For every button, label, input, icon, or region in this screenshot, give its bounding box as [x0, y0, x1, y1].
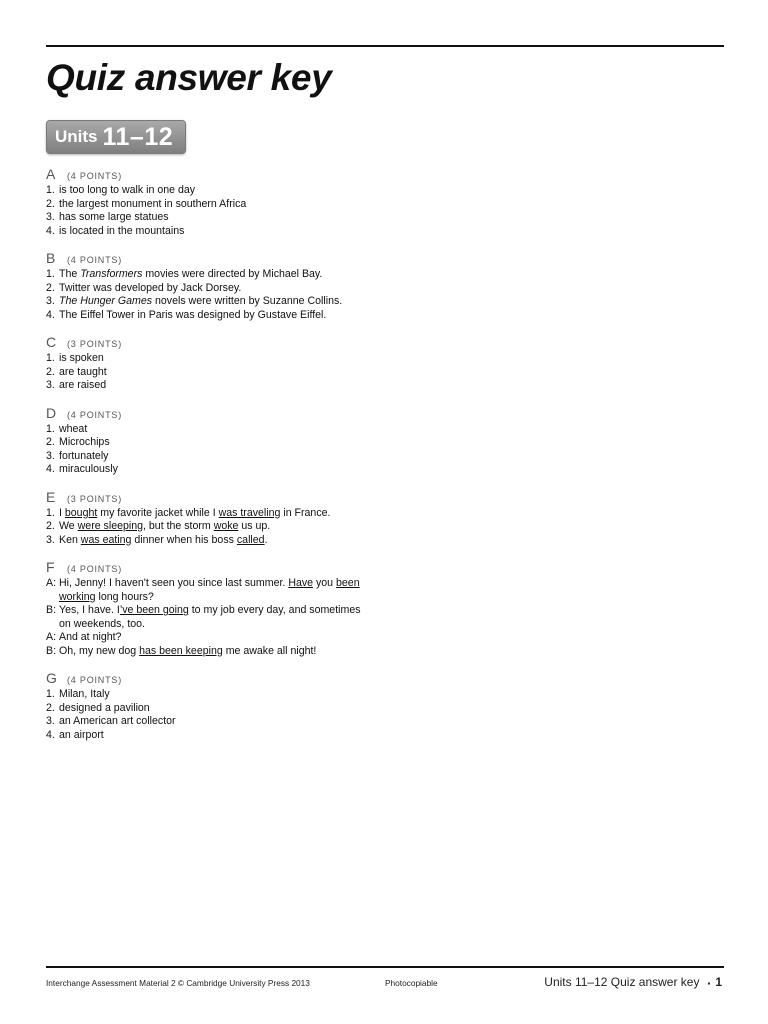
- answer-text-part: Oh, my new dog: [59, 644, 140, 657]
- section-letter: G: [46, 670, 57, 686]
- answer-number: 4.: [46, 463, 55, 475]
- answer-text-part: The: [59, 268, 81, 280]
- footer-label: Units 11–12 Quiz answer key: [544, 975, 700, 989]
- answer-text-part: you: [313, 577, 337, 589]
- answer-text-part: Ken: [59, 533, 81, 546]
- footer-copyright: Interchange Assessment Material 2 © Cambridge University Press 2013: [46, 978, 310, 988]
- answer-text: [59, 507, 366, 521]
- answer-text: is located in the mountains: [59, 224, 185, 237]
- section-f: [46, 561, 366, 658]
- answer-item: [46, 436, 366, 450]
- section-points: (4 POINTS): [67, 255, 123, 265]
- section-e: [46, 488, 366, 548]
- answer-item: [46, 463, 366, 477]
- answer-item: [46, 184, 366, 198]
- answer-number: 4.: [46, 728, 55, 741]
- answer-item: [46, 295, 366, 309]
- answer-text-part: us up.: [238, 520, 271, 532]
- answer-text-part: my favorite jacket while I: [97, 506, 219, 519]
- answer-text-part: I: [59, 506, 65, 519]
- answer-text: [59, 520, 366, 534]
- answer-text: [59, 295, 366, 309]
- dialogue-line: [46, 631, 366, 645]
- answer-number: 1.: [46, 268, 55, 280]
- answer-text: wheat: [59, 422, 88, 435]
- answer-item: [46, 268, 366, 282]
- section-c: [46, 336, 366, 393]
- bottom-rule: [46, 966, 724, 968]
- answer-text-part: in France.: [280, 506, 331, 519]
- section-header: [46, 336, 366, 352]
- answer-item: [46, 702, 366, 716]
- underlined-answer: called: [236, 533, 265, 546]
- answer-number: 1.: [46, 184, 55, 196]
- section-header: [46, 404, 366, 423]
- answer-text-part: Hi, Jenny! I haven't seen you since last summer.: [59, 577, 289, 589]
- italic-title: Transformers: [80, 268, 143, 280]
- answer-text: miraculously: [59, 463, 118, 475]
- underlined-answer: has been keeping: [139, 644, 223, 657]
- speaker-label: B:: [46, 604, 57, 616]
- answer-number: 3.: [46, 449, 55, 462]
- answer-text: an American art collector: [59, 715, 176, 727]
- speaker-label: B:: [46, 644, 57, 657]
- answer-text: the largest monument in southern Africa: [59, 197, 247, 210]
- answer-item: [46, 282, 366, 296]
- answer-number: 2.: [46, 701, 55, 714]
- answer-text-part: We: [59, 520, 78, 532]
- answer-item: [46, 688, 366, 702]
- answer-text: is spoken: [59, 352, 104, 364]
- underlined-answer: were sleeping: [77, 520, 144, 532]
- answer-number: 1.: [46, 352, 55, 364]
- section-points: (4 POINTS): [67, 409, 123, 420]
- answer-text-part: .: [264, 533, 268, 546]
- answer-text: [59, 268, 366, 282]
- answer-number: 2.: [46, 436, 55, 448]
- section-d: [46, 404, 366, 477]
- answer-number: 2.: [46, 365, 55, 378]
- section-points: (4 POINTS): [67, 564, 123, 574]
- answer-number: 2.: [46, 281, 55, 294]
- underlined-answer: Have: [288, 577, 314, 589]
- footer-bullet-icon: ▪: [707, 979, 711, 988]
- answer-item: [46, 379, 366, 393]
- answer-text-part: me awake all night!: [222, 644, 317, 657]
- answer-number: 2.: [46, 520, 55, 532]
- answer-item: [46, 715, 366, 729]
- answer-item: [46, 450, 366, 464]
- answer-item: [46, 198, 366, 212]
- section-header: [46, 168, 366, 184]
- answer-text-part: , but the storm: [143, 520, 214, 532]
- section-letter: E: [46, 488, 56, 505]
- answer-text-part: to my job every day, and sometimes on weekends, too.: [59, 604, 361, 630]
- badge-word: Units: [55, 127, 98, 146]
- underlined-answer: bought: [64, 506, 98, 519]
- answer-text: [59, 534, 366, 548]
- section-points: (4 POINTS): [67, 171, 123, 181]
- section-header: [46, 672, 366, 688]
- page-title: Quiz answer key: [46, 57, 332, 98]
- answer-text: are taught: [59, 365, 107, 378]
- section-points: (4 POINTS): [67, 675, 123, 685]
- footer-photocopiable: Photocopiable: [385, 978, 438, 988]
- italic-title: The Hunger Games: [59, 295, 153, 307]
- answer-text-part: novels were written by Suzanne Collins.: [152, 295, 343, 307]
- answer-item: [46, 520, 366, 534]
- section-letter: C: [46, 334, 57, 350]
- dialogue-line: [46, 577, 366, 604]
- answer-number: 2.: [46, 197, 55, 210]
- answer-text: Microchips: [59, 436, 110, 448]
- section-letter: A: [46, 166, 56, 182]
- answer-number: 1.: [46, 506, 55, 519]
- page-number: 1: [715, 975, 722, 989]
- answer-number: 1.: [46, 422, 55, 435]
- section-points: (3 POINTS): [67, 493, 123, 504]
- underlined-answer: woke: [213, 520, 239, 532]
- answer-item: [46, 309, 366, 323]
- units-badge: [46, 120, 186, 154]
- section-header: [46, 252, 366, 268]
- answer-text: Milan, Italy: [59, 688, 110, 700]
- dialogue-text: [59, 604, 366, 631]
- answer-text-part: dinner when his boss: [131, 533, 237, 546]
- dialogue-text: [59, 577, 366, 604]
- answer-content: [46, 168, 366, 756]
- section-g: [46, 672, 366, 742]
- badge-numbers: 11–12: [102, 122, 174, 151]
- underlined-answer: was traveling: [218, 506, 281, 519]
- answer-text: fortunately: [59, 449, 109, 462]
- dialogue-text: And at night?: [59, 631, 122, 643]
- section-letter: B: [46, 250, 56, 266]
- answer-item: [46, 534, 366, 548]
- answer-text: an airport: [59, 728, 104, 741]
- section-header: [46, 488, 366, 507]
- answer-number: 3.: [46, 379, 55, 391]
- answer-text: is too long to walk in one day: [59, 184, 196, 196]
- underlined-answer: been working: [59, 577, 360, 603]
- section-letter: D: [46, 404, 57, 421]
- section-b: [46, 252, 366, 322]
- answer-item: [46, 729, 366, 743]
- answer-number: 3.: [46, 295, 55, 307]
- section-a: [46, 168, 366, 238]
- section-letter: F: [46, 559, 55, 575]
- answer-text-part: movies were directed by Michael Bay.: [142, 268, 323, 280]
- answer-text: The Eiffel Tower in Paris was designed by Gustave Eiffel.: [59, 308, 327, 321]
- answer-text: are raised: [59, 379, 107, 391]
- answer-text: Twitter was developed by Jack Dorsey.: [59, 281, 242, 294]
- answer-text-part: Yes, I have. I: [59, 604, 120, 616]
- answer-item: [46, 423, 366, 437]
- speaker-label: A:: [46, 631, 57, 643]
- answer-number: 1.: [46, 688, 55, 700]
- answer-item: [46, 225, 366, 239]
- answer-number: 3.: [46, 533, 55, 546]
- answer-item: [46, 352, 366, 366]
- answer-number: 3.: [46, 715, 55, 727]
- answer-item: [46, 211, 366, 225]
- answer-number: 4.: [46, 224, 55, 237]
- answer-text-part: long hours?: [95, 590, 154, 603]
- answer-text: designed a pavilion: [59, 701, 150, 714]
- underlined-answer: ’ve been going: [119, 604, 189, 616]
- footer-page-info: [544, 975, 722, 989]
- answer-item: [46, 507, 366, 521]
- dialogue-line: [46, 645, 366, 659]
- answer-number: 3.: [46, 211, 55, 223]
- speaker-label: A:: [46, 577, 57, 589]
- answer-item: [46, 366, 366, 380]
- section-points: (3 POINTS): [67, 339, 123, 349]
- section-header: [46, 561, 366, 577]
- answer-number: 4.: [46, 308, 55, 321]
- underlined-answer: was eating: [80, 533, 132, 546]
- answer-text: has some large statues: [59, 211, 169, 223]
- dialogue-text: [59, 645, 366, 659]
- dialogue-line: [46, 604, 366, 631]
- top-rule: [46, 45, 724, 47]
